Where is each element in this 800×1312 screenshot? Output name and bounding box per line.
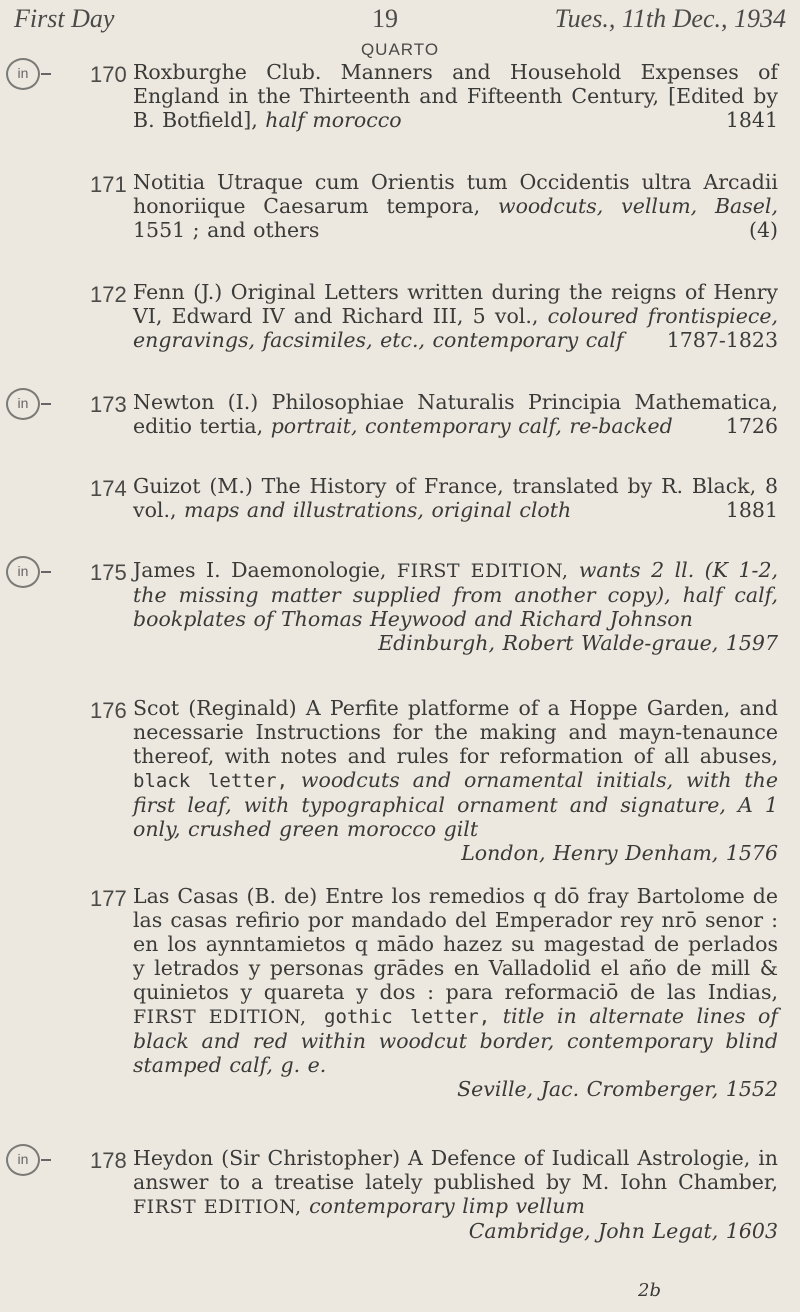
running-header	[14, 4, 786, 34]
lot-number: 173	[90, 392, 127, 417]
day-label: First Day	[14, 4, 115, 33]
section-title: QUARTO	[360, 40, 440, 59]
bid-mark-icon: in	[6, 1144, 40, 1176]
lot-description: Notitia Utraque cum Orientis tum Occidentis ultra Arcadii honoriique Caesarum tempora, woodcuts, vellum, Basel, 1551 ; and others (4)	[133, 170, 779, 242]
lot-number: 178	[90, 1148, 127, 1173]
lot-description: Scot (Reginald) A Perfite platforme of a Hoppe Garden, and necessarie Instructions for the making and mayn-tenaunce thereof, with notes and rules for reformation of all abuses, black letter, woodcuts and ornamental initials, with the first leaf, with typographical ornament and signature, A 1 only, crushed green morocco gilt London, Henry Denham, 1576	[133, 696, 778, 865]
lot-count: (4)	[748, 218, 778, 242]
lot-number: 174	[90, 476, 127, 501]
lot-number: 171	[90, 172, 127, 197]
lot-imprint: Cambridge, John Legat, 1603	[468, 1219, 778, 1243]
lot-number: 170	[90, 62, 127, 87]
lot-number: 175	[90, 560, 127, 585]
lot-date: 1787-1823	[666, 328, 778, 352]
lot-date: 1881	[725, 498, 778, 522]
lot-date: 1726	[725, 414, 778, 438]
lot-description: Newton (I.) Philosophiae Naturalis Principia Mathematica, editio tertia, portrait, contemporary calf, re-backed 1726	[133, 390, 778, 438]
lot-description: Heydon (Sir Christopher) A Defence of Iudicall Astrologie, in answer to a treatise lately published by M. Iohn Chamber, FIRST EDITION, contemporary limp vellum Cambridge, John Legat, 1603	[133, 1146, 778, 1243]
lot-number: 177	[90, 886, 127, 911]
lot-description: Guizot (M.) The History of France, translated by R. Black, 8 vol., maps and illustrations, original cloth 1881	[133, 474, 778, 522]
lot-description: Roxburghe Club. Manners and Household Expenses of England in the Thirteenth and Fifteenth Century, [Edited by B. Botfield], half morocco 1841	[133, 60, 778, 132]
lot-imprint: Seville, Jac. Cromberger, 1552	[457, 1077, 778, 1101]
signature-mark: 2b	[638, 1280, 661, 1301]
page-number: 19	[372, 4, 398, 33]
bid-mark-icon: in	[6, 556, 40, 588]
sale-date: Tues., 11th Dec., 1934	[554, 4, 786, 33]
lot-date: 1841	[725, 108, 778, 132]
lot-imprint: Edinburgh, Robert Walde-graue, 1597	[378, 631, 778, 655]
lot-description: Fenn (J.) Original Letters written during the reigns of Henry VI, Edward IV and Richard III, 5 vol., coloured frontispiece, engravings, facsimiles, etc., contemporary calf 1787-1823	[133, 280, 778, 352]
lot-number: 172	[90, 282, 127, 307]
lot-number: 176	[90, 698, 127, 723]
lot-description: James I. Daemonologie, FIRST EDITION, wants 2 ll. (K 1-2, the missing matter supplied from another copy), half calf, bookplates of Thomas Heywood and Richard Johnson Edinburgh, Robert Walde-graue, 1597	[133, 558, 778, 655]
lot-imprint: London, Henry Denham, 1576	[461, 841, 778, 865]
bid-mark-icon: in	[6, 388, 40, 420]
lot-description: Las Casas (B. de) Entre los remedios q dō fray Bartolome de las casas refirio por mandado del Emperador rey nrō senor : en los aynntamietos q mādo hazez su magestad de perlados y letrados y personas grādes en Valladolid el año de mill & quinietos y quareta y dos : para reformaciō de las Indias, FIRST EDITION, gothic letter, title in alternate lines of black and red within woodcut border, contemporary blind stamped calf, g. e. Seville, Jac. Cromberger, 1552	[133, 884, 778, 1101]
bid-mark-icon: in	[6, 58, 40, 90]
